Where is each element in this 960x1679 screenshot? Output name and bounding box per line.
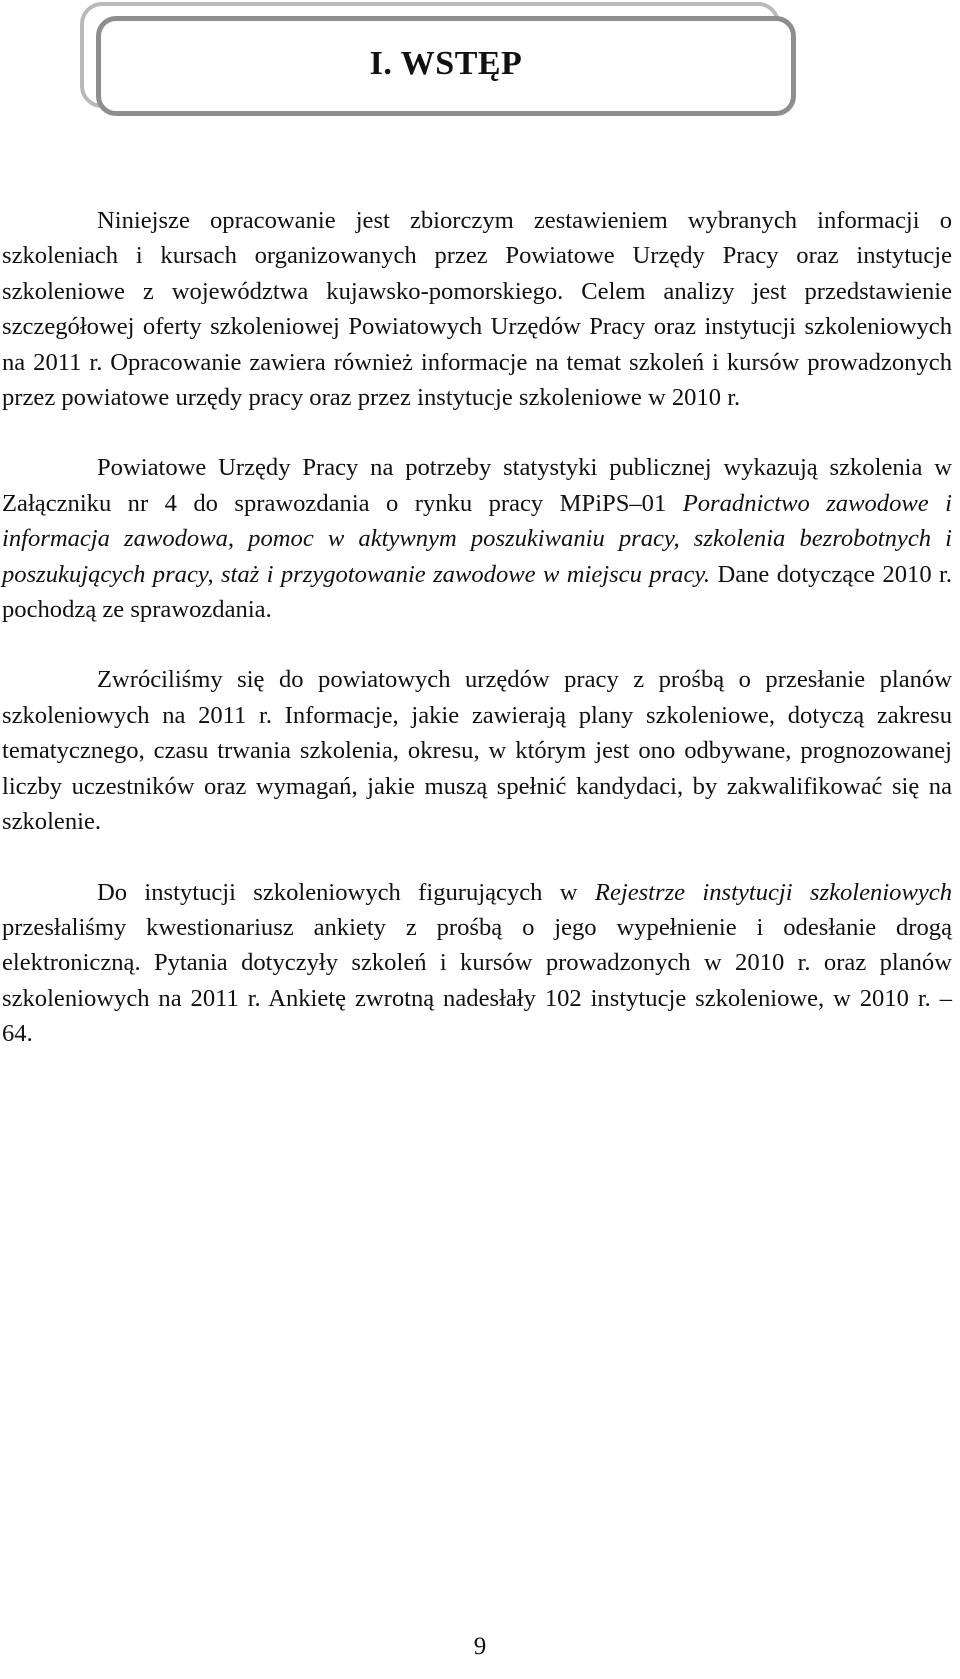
document-body [2,203,952,1052]
paragraph-training-plans [2,662,952,839]
paragraph-statistics-text-2: Dane dotyczące 2010 r. pochodzą ze sprawozdania. [2,560,952,624]
paragraph-survey [2,875,952,1052]
page-number: 9 [473,1633,487,1660]
paragraph-intro-text: Niniejsze opracowanie jest zbiorczym zestawieniem wybranych informacji o szkoleniach i kursach organizowanych przez Powiatowe Urzędy Pracy oraz instytucje szkoleniowe z województwa kujawsko-pomorskiego. Celem analizy jest przedstawienie szczegółowej oferty szkoleniowej Powiatowych Urzędów Pracy oraz instytucji szkoleniowych na 2011 r. Opracowanie zawiera również informacje na temat szkoleń i kursów prowadzonych przez powiatowe urzędy pracy oraz przez instytucje szkoleniowe w 2010 r. [2,207,952,412]
paragraph-statistics [2,450,952,627]
paragraph-statistics-text-1: Powiatowe Urzędy Pracy na potrzeby statystyki publicznej wykazują szkolenia w Załączniku nr 4 do sprawozdania o rynku pracy MPiPS–01 [2,454,952,517]
report-annex-title: Poradnictwo zawodowe i informacja zawodowa, pomoc w aktywnym poszukiwaniu pracy, szkolenia bezrobotnych i poszukujących pracy, staż i przygotowanie zawodowe w miejscu pracy. [2,489,952,588]
paragraph-survey-text-2: przesłaliśmy kwestionariusz ankiety z prośbą o jego wypełnienie i odesłanie drogą elektroniczną. Pytania dotyczyły szkoleń i kursów prowadzonych w 2010 r. oraz planów szkoleniowych na 2011 r. Ankietę zwrotną nadesłały 102 instytucje szkoleniowe, w 2010 r. – 64. [2,913,952,1048]
chapter-title: I. WSTĘP [369,45,523,82]
paragraph-intro [2,203,952,415]
paragraph-training-plans-text: Zwróciliśmy się do powiatowych urzędów pracy z prośbą o przesłanie planów szkoleniowych na 2011 r. Informacje, jakie zawierają plany szkoleniowe, dotyczą zakresu tematycznego, czasu trwania szkolenia, okresu, w którym jest ono odbywane, prognozowanej liczby uczestników oraz wymagań, jakie muszą spełnić kandydaci, by zakwalifikować się na szkolenie. [2,666,952,836]
register-name: Rejestrze instytucji szkoleniowych [594,878,952,906]
title-frame [96,16,796,116]
paragraph-survey-text-1: Do instytucji szkoleniowych figurujących w [97,878,595,906]
